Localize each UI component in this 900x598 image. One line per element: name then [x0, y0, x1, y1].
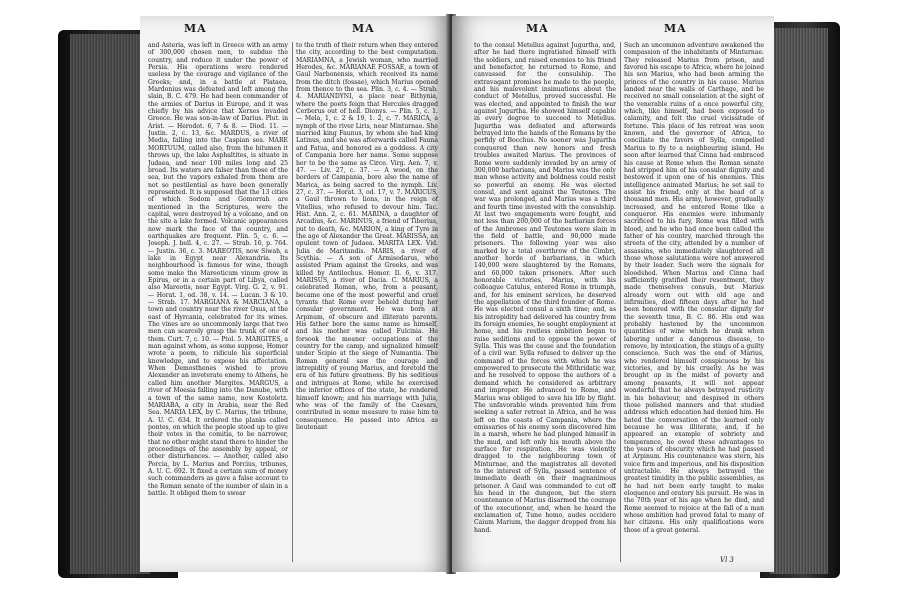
- catchword: Vl 3: [720, 556, 734, 564]
- running-head-left-col: MA: [184, 22, 207, 35]
- right-page: [452, 16, 774, 572]
- running-head-right-col: MA: [664, 22, 687, 35]
- column-rule: [620, 42, 621, 562]
- running-head-left-col: MA: [526, 22, 549, 35]
- left-page-column-1: [148, 42, 288, 564]
- left-page: [140, 16, 450, 572]
- entry-text: Such an uncommon adventure awakened the compassion of the inhabitants of Minturnae. They released Marius from prison, and favored his escape to Africa, where he joined his son Marius, who had been arming the princes of the country in his cause. Marius landed near the walls of Carthage, and he received no small consolation at the sight of the venerable ruins of a once powerful city, which, like himself, had been exposed to calamity, and felt the cruel vicissitude of fortune. This place of his retreat was soon known, and the governor of Africa, to conciliate the favors of Sylla, compelled Marius to fly to a neighbouring island. He soon after learned that Cinna had embraced his cause at Rome when the Roman senate had stripped him of his consular dignity and bestowed it upon one of his enemies. This intelligence animated Marius; he set sail to assist his friend, only at the head of a thousand men. His army, however, gradually increased, and he entered Rome like a conqueror. His enemies were inhumanly sacrificed to his fury, Rome was filled with blood, and he who had once been called the father of his country, marched through the streets of the city, attended by a number of assassins, who immediately slaughtered all those whose salutations were not answered by their leader. Such were the signals for bloodshed. When Marius and Cinna had sufficiently gratified their resentment, they made themselves consuls, but Marius already worn out with old age and infirmities, died fifteen days after he had been honored with the consular dignity for the seventh time, B. C. 86. His end was probably hastened by the uncommon quantities of wine which he drank when laboring under a dangerous disease, to remove, by intoxication, the stings of a guilty conscience. Such was the end of Marius, who rendered himself conspicuous by his victories, and by his cruelty. As he was brought up in the midst of poverty and among peasants, it will not appear wonderful that he always betrayed rusticity in his behaviour, and despised in others those polished manners and that studied address which education had denied him. He hated the conversation of the learned only because he was illiterate, and, if he appeared an example of sobriety and temperance, he owed these advantages to the years of obscurity which he had passed at Arpinum. His countenance was stern, his voice firm and imperious, and his disposition untractable. He always betrayed the greatest timidity in the public assemblies, as he had not been early taught to make eloquence and oratory his pursuit. He was in the 70th year of his age when he died, and Rome seemed to rejoice at the fall of a man whose ambition had proved fatal to many of her citizens. His only qualifications were those of a great general.: [624, 42, 764, 534]
- page-edges-right: [770, 28, 828, 574]
- left-page-column-2: [296, 42, 438, 564]
- entry-text: to the consul Metellus against Jugurtha, and, after he had there ingratiated himself with the soldiers, and raised enemies to his friend and benefactor, he returned to Rome, and canvassed for the consulship. The extravagant promises he made to the people, and his malevolent insinuations about the conduct of Metellus, proved successful. He was elected, and appointed to finish the war against Jugurtha. He showed himself capable in every degree to succeed to Metellus. Jugurtha was defeated and afterwards betrayed into the hands of the Romans by the perfidy of Bocchus. No sooner was Jugurtha conquered than new honors and fresh troubles awaited Marius. The provinces of Rome were suddenly invaded by an army of 300,000 barbarians, and Marius was the only man whose activity and boldness could resist so powerful an enemy. He was elected consul, and sent against the Teutones. The war was prolonged, and Marius was a third and fourth time invested with the consulship. At last two engagements were fought, and not less than 200,000 of the barbarian forces of the Ambrones and Teutones were slain in the field of battle, and 90,000 made prisoners. The following year was also marked by a total overthrow of the Cimbri, another horde of barbarians, in which 140,000 were slaughtered by the Romans, and 60,000 taken prisoners. After such honorable victories, Marius, with his colleague Catulus, entered Rome in triumph, and, for his eminent services, he deserved the appellation of the third founder of Rome. He was elected consul a sixth time; and, as his intrepidity had delivered his country from its foreign enemies, he sought employment at home, and his restless ambition began to raise seditions and to oppose the power of Sylla. This was the cause and the foundation of a civil war. Sylla refused to deliver up the command of the forces with which he was empowered to prosecute the Mithridatic war, and he resolved to oppose the authors of a demand which he considered as arbitrary and improper. He advanced to Rome, and Marius was obliged to save his life by flight. The unfavorable winds prevented him from seeking a safer retreat in Africa, and he was left on the coasts of Campania, where the emissaries of his enemy soon discovered him in a marsh, where he had plunged himself in the mud, and left only his mouth above the surface for respiration. He was violently dragged to the neighbouring town of Minturnae, and the magistrates all devoted to the interest of Sylla, passed sentence of immediate death on their magnanimous prisoner. A Gaul was commanded to cut off his head in the dungeon, but the stern countenance of Marius disarmed the courage of the executioner, and, when he heard the exclamation of, Tune homo, audes occidere Caium Marium, the dagger dropped from his hand.: [474, 42, 616, 534]
- right-page-column-2: [624, 42, 764, 564]
- column-rule: [292, 42, 293, 562]
- running-head-right-col: MA: [352, 22, 375, 35]
- right-page-column-1: [474, 42, 616, 564]
- entry-text: and Asteria, was left in Greece with an army of 300,000 chosen men, to subdue the country, and reduce it under the power of Persia. His operations were rendered useless by the courage and vigilance of the Greeks; and, in a battle at Plataea, Mardonius was defeated and left among the slain, B. C. 479. He had been commander of the armies of Darius in Europe, and it was chiefly by his advice that Xerxes invaded Greece. He was son-in-law of Darius. Plut. in Arist. — Herodot. 6, 7 & 8. — Diod. 11. — Justin. 2, c. 13, &c. MARDUS, a river of Media, falling into the Caspian sea. MARE MORTUUM, called also, from the bitumen it throws up, the lake Asphaltites, is situate in Judaea, and near 100 miles long and 25 broad. Its waters are falser than those of the sea, but the vapors exhaled from them are not so pestilential as have been generally represented. It is supposed that the 13 cities of which Sodom and Gomorrah are mentioned in the Scriptures, were the capital, were destroyed by a volcano, and on the site a lake formed. Volcanic appearances now mark the face of the country, and earthquakes are frequent. Plin. 5, c. 6. — Joseph. J. bell. 4, c. 27. — Strab. 16, p. 764. — Justin. 36, c. 3. MAREOTIS, now Siwah, a lake in Egypt near Alexandria. Its neighbourhood is famous for wine, though some make the Mareoticum vinum grow in Epirus, or in a certain part of Libya, called also Mareotis, near Egypt. Virg. G. 2, v. 91. — Horat. 1, od. 38, v. 14. — Lucan. 3 & 10. — Strab. 17. MARGIANA & MARCIANA, a town and country near the river Oxus, at the east of Hyrcania, celebrated for its wines. The vines are so uncommonly large that two men can scarcely grasp the trunk of one of them. Curt. 7, c. 10. — Ptol. 5. MARGITES, a man against whom, as some suppose, Homer wrote a poem, to ridicule his superficial knowledge, and to expose his affectation. When Demosthenes wished to prove Alexander an inveterate enemy to Athens, he called him another Margites. MARGUS, a river of Moesia falling into the Danube, with a town of the same name, now Kostoletz. MARIABA, a city in Arabia, near the Red Sea. MARIA LEX, by C. Marius, the tribune, A. U. C. 634. It ordered the planks called pontes, on which the people stood up to give their votes in the comitia, to be narrower, that no other might stand there to hinder the proceedings of the assembly by appeal, or other disturbances. — Another, called also Porcia, by L. Marius and Porcius, tribunes, A. U. C. 692. It fixed a certain sum of money such commanders as gave a false account to the Roman senate of the number of slain in a battle. It obliged them to swear: [148, 42, 288, 497]
- page-edges-left: [70, 34, 150, 574]
- entry-text: to the truth of their return when they entered the city, according to the best computation. MARIAMNA, a Jewish woman, who married Herodes, &c. MARIANAE FOSSAE, a town of Gaul Narbonensis, which received its name from the ditch (fossae), which Marius opened from thence to the sea. Plin. 3, c. 4. — Strab. 4. MARIANDYNI, a place near Bithynia, where the poets feign that Hercules dragged Cerberus out of hell. Dionys. — Plin. 5, c. 1. — Mela, 1, c. 2 & 19, 1. 2, c. 7. MARICA, a nymph of the river Liris, near Minturnae. She married king Faunus, by whom she had king Latinus, and she was afterwards called Fauna and Fatua, and honored as a goddess. A city of Campania bore her name. Some suppose her to be the same as Circe. Virg. Aen. 7, v. 47. — Liv. 27, c. 37. — A wood, on the borders of Campania, bore also the name of Marica, as being sacred to the nymph. Liv. 27, c. 37. — Horat. 3, od. 17, v. 7. MARICUS, a Gaul thrown to lions, in the reign of Vitellius, who refused to devour him. Tac. Hist. Ann. 2, c. 61. MARINA, a daughter of Arcadius, &c. MARINUS, a friend of Tiberius, put to death, &c. MARION, a king of Tyre in the age of Alexander the Great. MARISSA, an opulent town of Judaea. MARITA LEX. Vid. Julia de Maritandis. MARIS, a river of Scythia. — A son of Armisodarus, who assisted Priam against the Greeks, and was killed by Antilochus. Homer. Il. 6, v. 317. MARISUS, a river of Dacia. C. MARIUS, a celebrated Roman, who, from a peasant, became one of the most powerful and cruel tyrants that Rome ever beheld during her consular government. He was born at Arpinum, of obscure and illiterate parents. His father bore the same name as himself, and his mother was called Fulcinia. He forsook the meaner occupations of the country for the camp, and signalized himself under Scipio at the siege of Numantia. The Roman general saw the courage and intrepidity of young Marius, and foretold the era of his future greatness. By his seditious and intrigues at Rome, while he exercised the inferior offices of the state, he rendered himself known; and his marriage with Julia, who was of the family of the Caesars, contributed in some measure to raise him to consequence. He passed into Africa as lieutenant: [296, 42, 438, 431]
